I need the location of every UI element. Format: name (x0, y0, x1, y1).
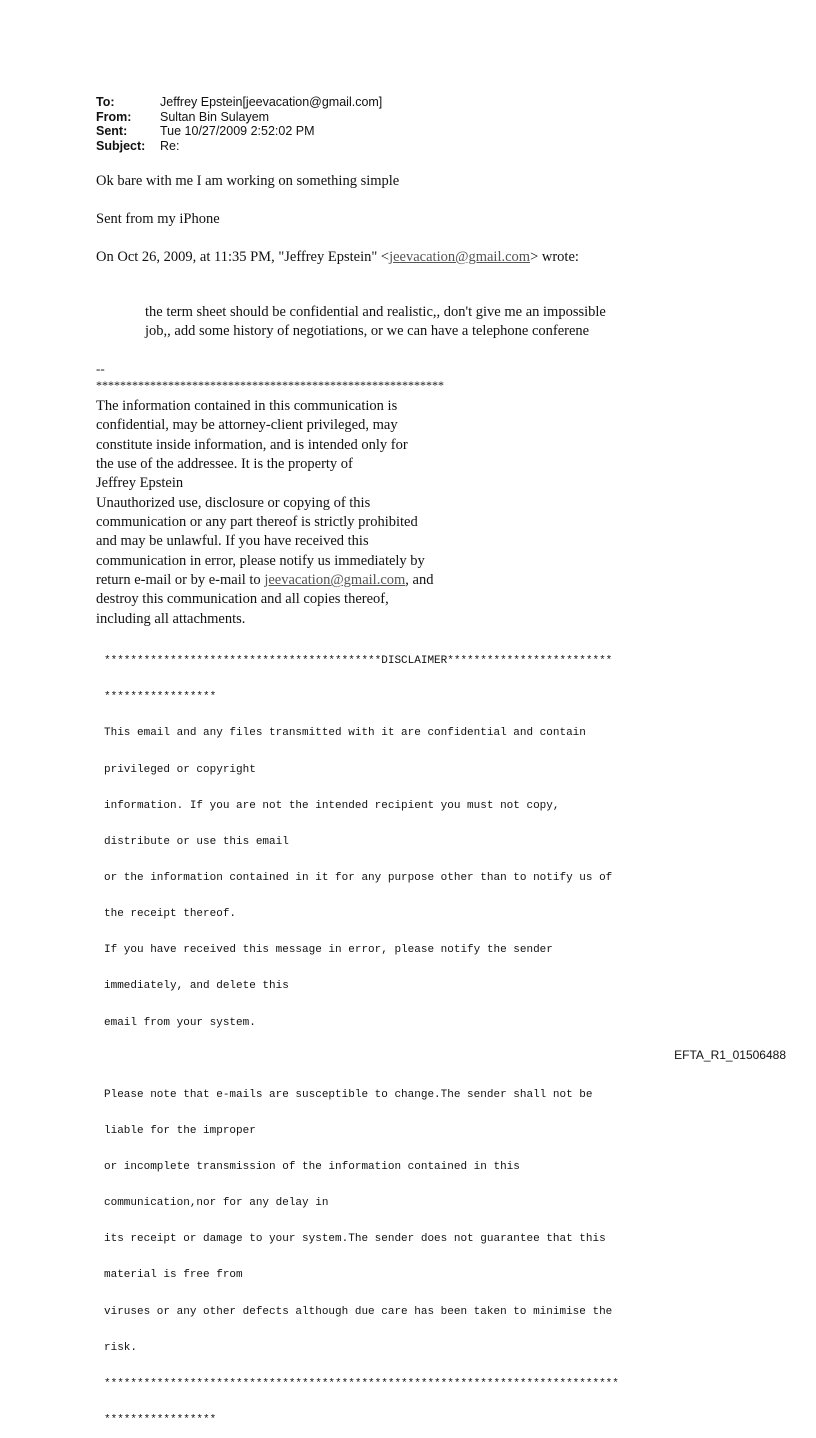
notice-email-suffix: , and (405, 572, 434, 589)
attribution-suffix: > wrote: (530, 249, 579, 265)
notice-line: the use of the addressee. It is the property of (96, 456, 353, 473)
disclaimer-block (104, 631, 619, 1438)
disclaimer-line: viruses or any other defects although due care has been taken to minimise the (104, 1305, 613, 1318)
disclaimer-line: email from your system. (104, 1016, 256, 1029)
subject-value: Re: (160, 138, 180, 153)
disclaimer-line: distribute or use this email (104, 835, 289, 848)
disclaimer-line: material is free from (104, 1269, 243, 1282)
from-value: Sultan Bin Sulayem (160, 109, 270, 124)
notice-line: confidential, may be attorney-client privileged, may (96, 417, 398, 434)
notice-line: The information contained in this communication is (96, 398, 398, 414)
document-id: EFTA_R1_01506488 (674, 1048, 786, 1062)
subject-label: Subject: (96, 138, 146, 153)
disclaimer-line: risk. (104, 1341, 138, 1354)
disclaimer-line: information. If you are not the intended recipient you must not copy, (104, 799, 560, 812)
disclaimer-line: Please note that e-mails are susceptible to change.The sender shall not be (104, 1088, 593, 1101)
to-label: To: (96, 95, 115, 109)
disclaimer-line: communication,nor for any delay in (104, 1197, 329, 1210)
quoted-message (145, 303, 606, 341)
notice-line-email (96, 571, 433, 590)
sent-value: Tue 10/27/2009 2:52:02 PM (160, 124, 315, 138)
disclaimer-line: or incomplete transmission of the information contained in this (104, 1161, 520, 1174)
confidentiality-notice (96, 397, 433, 629)
disclaimer-line: its receipt or damage to your system.The sender does not guarantee that this (104, 1233, 606, 1246)
disclaimer-line: immediately, and delete this (104, 980, 289, 993)
attribution-email-link[interactable]: jeevacation@gmail.com (389, 249, 531, 265)
notice-line: communication in error, please notify us immediately by (96, 552, 425, 569)
disclaimer-line: privileged or copyright (104, 763, 256, 776)
notice-line: communication or any part thereof is strictly prohibited (96, 514, 418, 531)
disclaimer-spacer (104, 1053, 619, 1065)
body-line-1: Ok bare with me I am working on something simple (96, 173, 400, 189)
subject-row (96, 139, 382, 154)
body-line-2: Sent from my iPhone (96, 211, 220, 227)
disclaimer-line: liable for the improper (104, 1124, 256, 1137)
disclaimer-line: This email and any files transmitted with it are confidential and contain (104, 727, 586, 740)
attribution-prefix: On Oct 26, 2009, at 11:35 PM, "Jeffrey Epstein" < (96, 249, 390, 265)
signature-dashes: -- (96, 361, 105, 376)
notice-line: including all attachments. (96, 610, 246, 627)
to-value: Jeffrey Epstein[jeevacation@gmail.com] (160, 95, 383, 109)
from-row (96, 110, 382, 125)
quote-line-1: the term sheet should be confidential and realistic,, don't give me an impossible (145, 304, 606, 320)
to-row (96, 95, 382, 110)
quote-line-2: job,, add some history of negotiations, or we can have a telephone conferene (145, 323, 590, 339)
from-label: From: (96, 109, 132, 124)
notice-line: Jeffrey Epstein (96, 475, 184, 492)
disclaimer-line: ****************************************************************************** (104, 1377, 619, 1390)
notice-line: Unauthorized use, disclosure or copying of this (96, 494, 371, 511)
sent-label: Sent: (96, 124, 128, 138)
sent-row (96, 124, 382, 139)
disclaimer-line: or the information contained in it for any purpose other than to notify us of (104, 871, 613, 884)
disclaimer-line: ******************************************DISCLAIMER************************* (104, 655, 613, 668)
notice-line: destroy this communication and all copies thereof, (96, 591, 389, 608)
signature-stars: ********************************************************** (96, 378, 444, 392)
disclaimer-line: If you have received this message in error, please notify the sender (104, 944, 553, 957)
disclaimer-line: the receipt thereof. (104, 908, 237, 921)
notice-line: and may be unlawful. If you have received this (96, 533, 369, 550)
attribution-line (96, 249, 579, 266)
notice-email-link[interactable]: jeevacation@gmail.com (264, 572, 406, 589)
disclaimer-line: ***************** (104, 691, 217, 704)
disclaimer-line: ***************** (104, 1414, 217, 1426)
email-header (96, 95, 382, 153)
notice-email-prefix: return e-mail or by e-mail to (96, 572, 265, 589)
notice-line: constitute inside information, and is intended only for (96, 436, 408, 453)
